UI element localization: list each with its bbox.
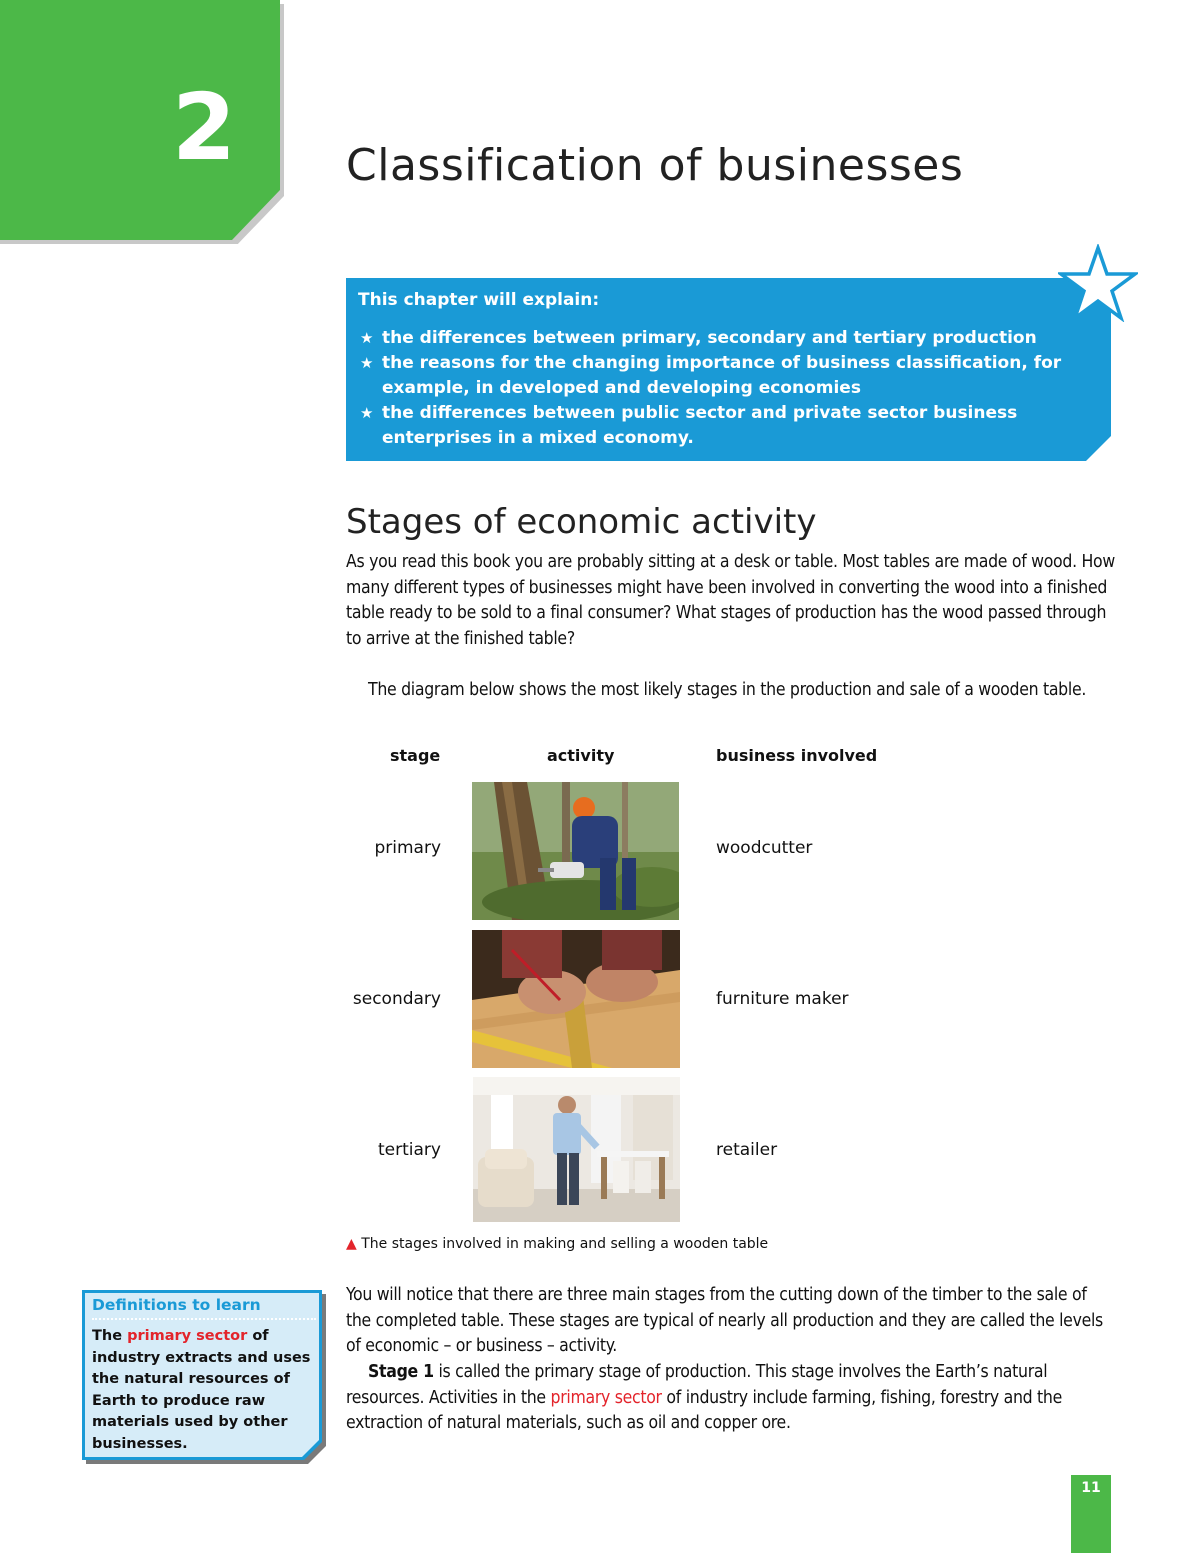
definitions-divider (92, 1318, 316, 1320)
stage1-label: Stage 1 (368, 1362, 434, 1382)
woodcutter-photo (472, 782, 679, 920)
diagram-caption (346, 1236, 768, 1252)
stage-primary-label: primary (374, 838, 441, 858)
objective-item (356, 351, 1096, 401)
business-furniture-maker: furniture maker (716, 989, 849, 1009)
caption-text: The stages involved in making and selling a wooden table (361, 1236, 769, 1252)
definition-primary-sector (92, 1326, 314, 1455)
diagram-intro-paragraph: The diagram below shows the most likely stages in the production and sale of a wooden table. (368, 680, 1087, 700)
star-bullet-icon: ★ (360, 404, 374, 422)
star-bullet-icon: ★ (360, 329, 374, 347)
chapter-number: 2 (172, 74, 237, 181)
column-header-business: business involved (716, 746, 878, 765)
furniture-maker-photo (472, 930, 680, 1068)
page-number: 11 (1081, 1480, 1101, 1496)
objective-text: the differences between public sector and private sector business enterprises in a mixed economy. (382, 403, 1018, 448)
intro-paragraph: As you read this book you are probably sitting at a desk or table. Most tables are made of wood. How many different types of businesses might have been involved in converting the wood into a finished table ready to be sold to a final consumer? What stages of production has the wood passed through to arrive at the finished table? (346, 552, 1115, 649)
column-header-activity: activity (547, 746, 615, 765)
definition-term: primary sector (127, 1328, 248, 1344)
caption-triangle-icon: ▲ (346, 1236, 357, 1252)
objectives-heading: This chapter will explain: (358, 290, 600, 310)
definition-text-end: of industry extracts and uses the natural resources of Earth to produce raw materials used by other businesses. (92, 1328, 311, 1452)
column-header-stage: stage (390, 746, 441, 765)
stage1-paragraph (346, 1360, 1116, 1437)
objectives-list (356, 326, 1096, 451)
section-heading: Stages of economic activity (346, 502, 817, 542)
definition-text-start: The (92, 1328, 128, 1344)
stage-secondary-label: secondary (352, 989, 441, 1009)
star-bullet-icon: ★ (360, 354, 374, 372)
objective-item (356, 326, 1096, 351)
objective-item (356, 401, 1096, 451)
stage1-text-a: is called the primary stage of production. This stage involves the Earth’s natural resources. Activities in the (346, 1362, 1048, 1408)
star-icon (1058, 244, 1138, 322)
chapter-title: Classification of businesses (346, 140, 964, 191)
business-retailer: retailer (716, 1140, 778, 1160)
retailer-photo (473, 1077, 680, 1222)
objective-text: the differences between primary, secondary and tertiary production (382, 328, 1037, 348)
definitions-heading: Definitions to learn (92, 1296, 261, 1314)
business-woodcutter: woodcutter (716, 838, 813, 858)
levels-paragraph: You will notice that there are three main stages from the cutting down of the timber to the sale of the completed table. These stages are typical of nearly all production and they are called the levels of economic – or business – activity. (346, 1285, 1103, 1356)
stage-tertiary-label: tertiary (378, 1140, 441, 1160)
objective-text: the reasons for the changing importance of business classification, for example, in developed and developing economies (382, 353, 1062, 398)
stage1-text-b: of industry include farming, fishing, forestry and the extraction of natural materials, such as oil and copper ore. (346, 1387, 1062, 1433)
primary-sector-term: primary sector (550, 1387, 662, 1408)
